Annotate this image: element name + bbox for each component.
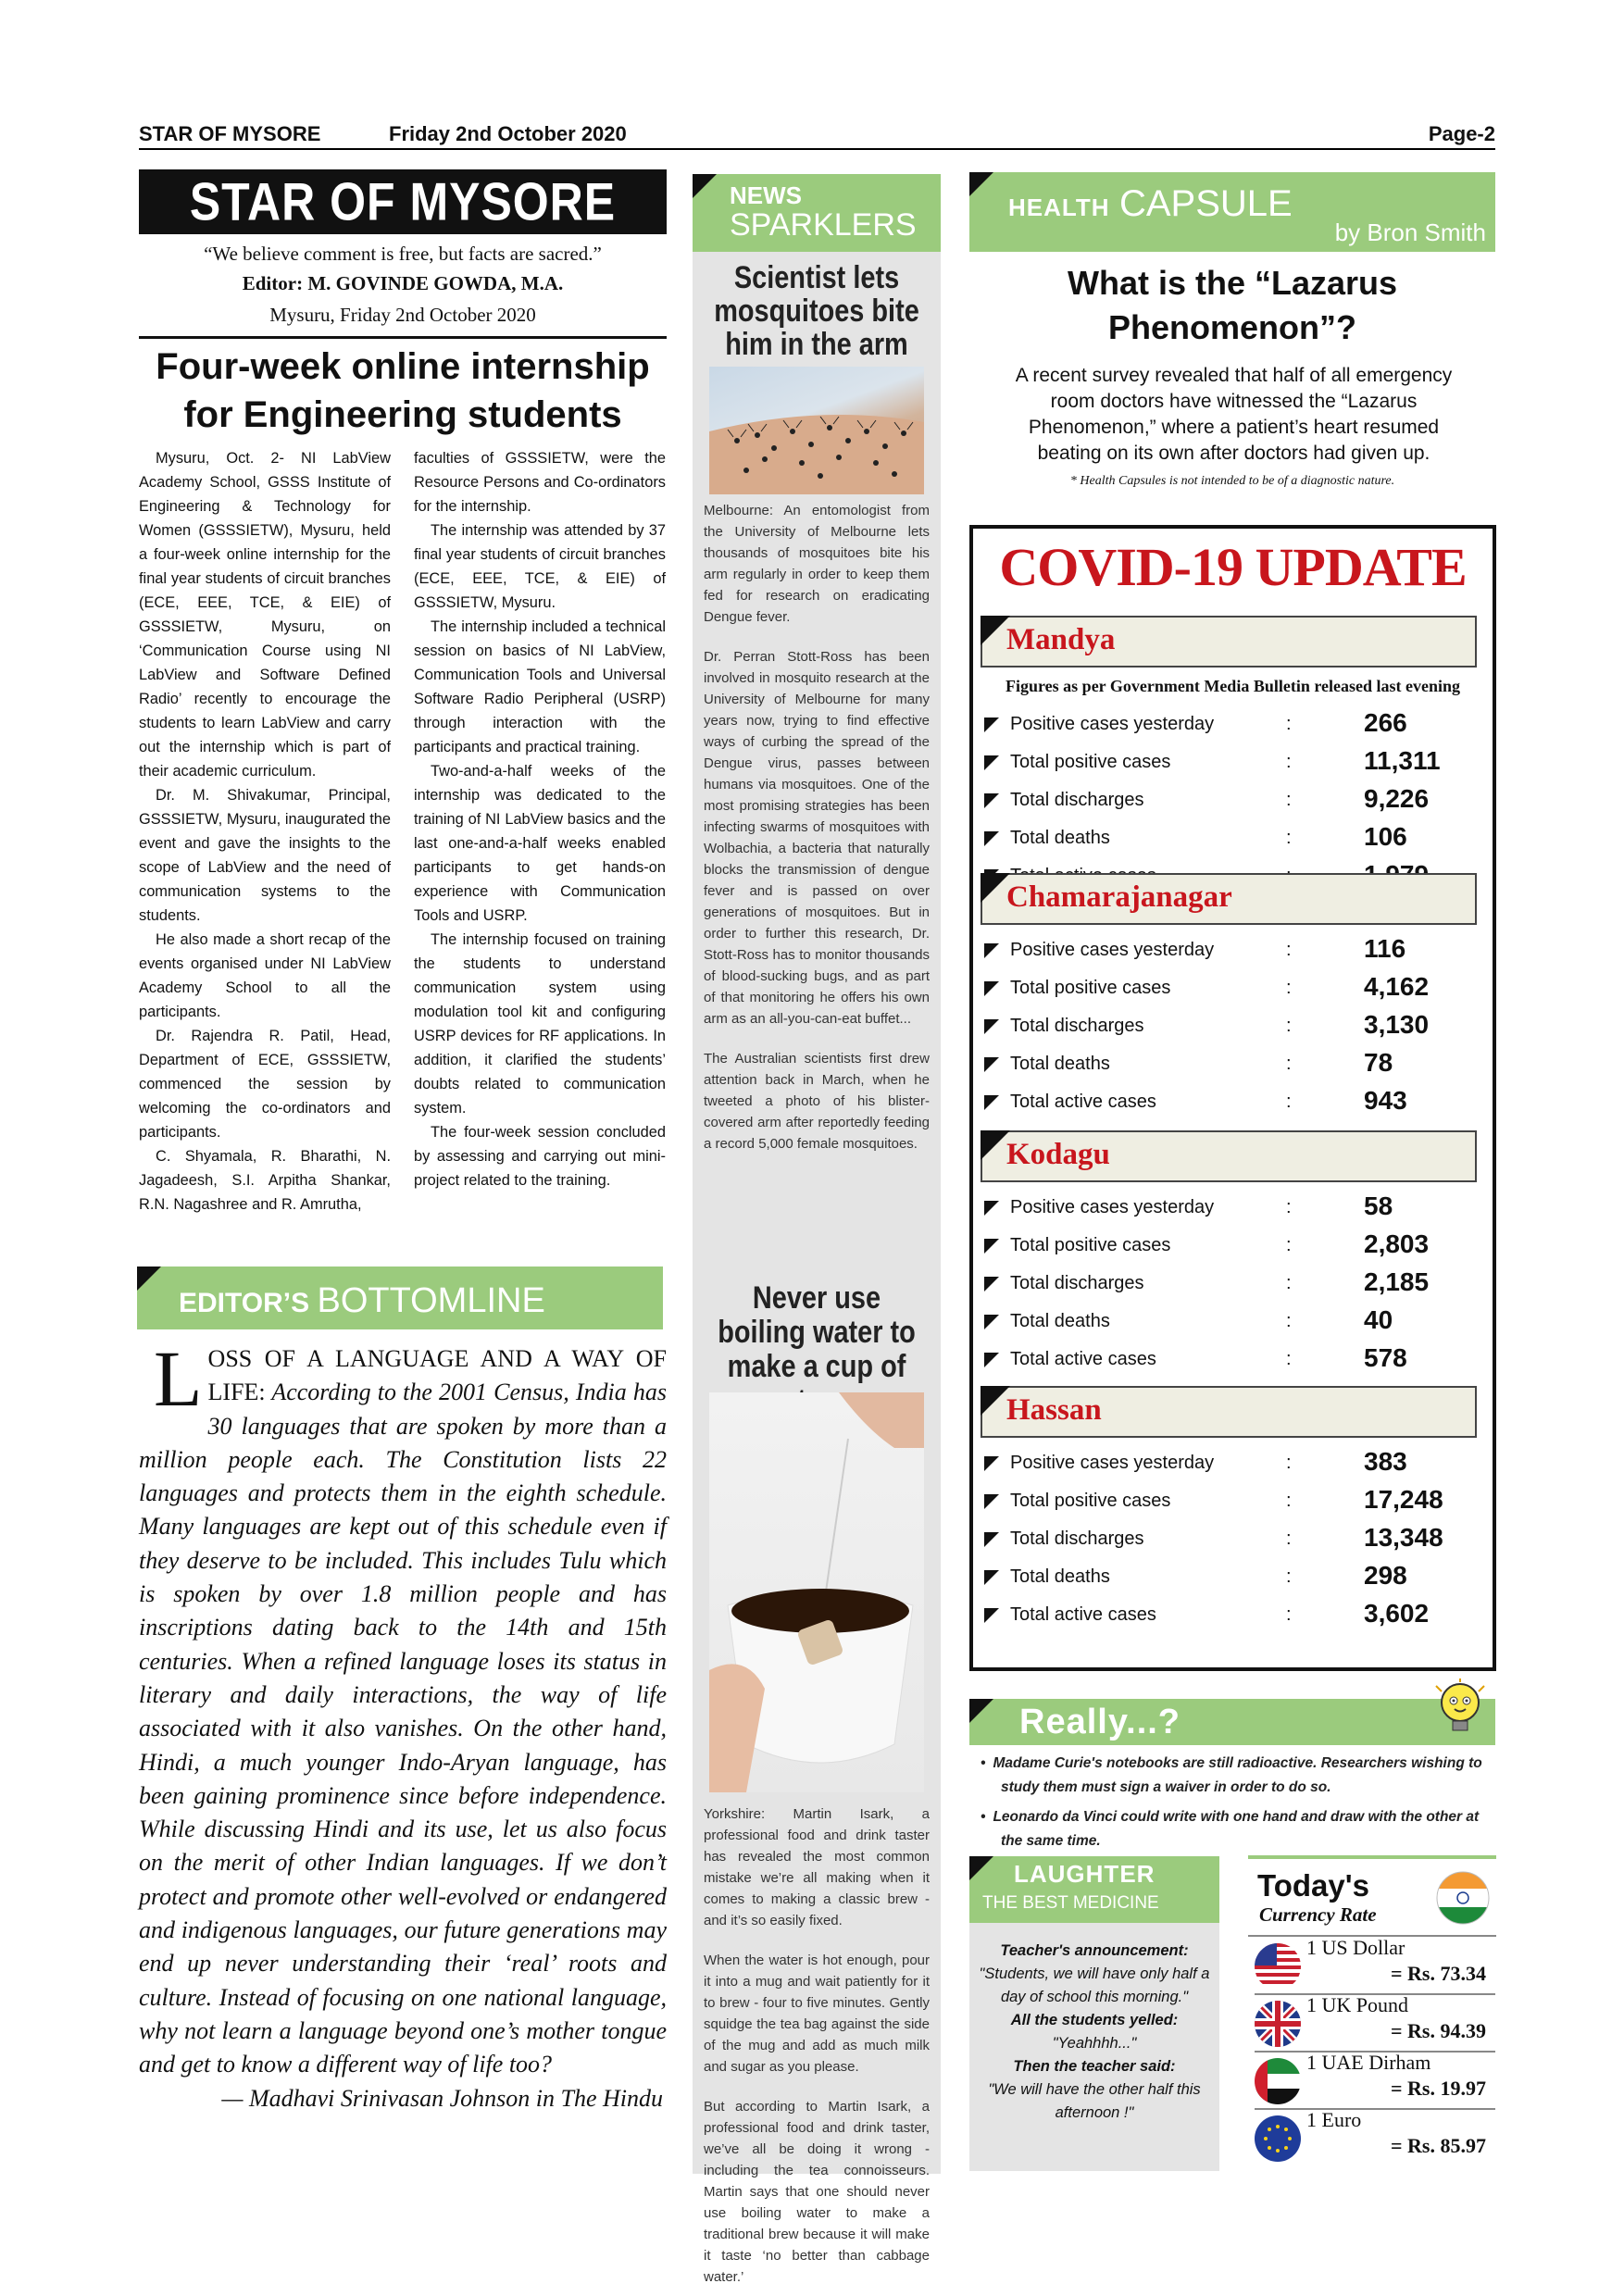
really-item: • Madame Curie's notebooks are still radioactive. Researchers wishing to study them must sign a waiver in order to do so.	[981, 1755, 1482, 1795]
bullet-triangle-icon	[984, 1201, 999, 1216]
news-story-2: Yorkshire: Martin Isark, a professional food and drink taster has revealed the most common mistake we’re all making when it comes to making a classic brew - and it’s so easily fixed. When the water is hot enough, pour it into a mug and wait patiently for it to brew - four to five minutes. Gently squidge the tea bag against the side of the mug and add as much milk and sugar as you please. But according to Martin Isark, a professional food and drink taster, we’ve all be doing it wrong - including the tea connoisseurs. Martin says that one should never use boiling water to make a traditional brew because it will make it taste ‘no better than cabbage water.’	[704, 1806, 930, 2285]
covid-stat-row: Total positive cases : 4,162	[984, 970, 1484, 1007]
covid-stat-row: Total positive cases : 2,803	[984, 1228, 1484, 1265]
covid-stat-row: Total active cases : 943	[984, 1084, 1484, 1121]
health-note: * Health Capsules is not intended to be of a diagnostic nature.	[1069, 474, 1395, 488]
covid-stat-row: Positive cases yesterday : 58	[984, 1190, 1484, 1227]
covid-stat-row: Total deaths : 78	[984, 1046, 1484, 1083]
lead-column-1: Mysuru, Oct. 2- NI LabView Academy School, GSSS Institute of Engineering & Technology for Women (GSSSIETW), Mysuru, held a four-week online internship for the final year students of circuit branches (ECE, EEE, TCE, & EIE) of GSSSIETW, Mysuru, on ‘Communication Course using NI LabView and Software Defined Radio’ recently to encourage the students to learn LabView and carry out the internship which is part of their academic curriculum. Dr. M. Shivakumar, Principal, GSSSIETW, Mysuru, inaugurated the event and gave the insights to the scope of LabView and the need of communication systems to the students. He also made a short recap of the events organised under NI LabView Academy School to all the participants. Dr. Rajendra R. Patil, Head, Department of ECE, GSSSIETW, commenced the session by welcoming the co-ordinators and participants. C. Shyamala, R. Bharathi, N. Jagadeesh, S.I. Arpitha Shankar, R.N. Nagashree and R. Amrutha,	[139, 450, 391, 1213]
currency-rule	[1248, 1855, 1496, 1859]
covid-stat-row: Total deaths : 298	[984, 1559, 1484, 1596]
covid-stat-row: Positive cases yesterday : 266	[984, 706, 1484, 743]
editorial-credit: — Madhavi Srinivasan Johnson in The Hindu	[221, 2084, 663, 2112]
bullet-triangle-icon	[984, 1277, 999, 1292]
bullet-triangle-icon	[984, 1095, 999, 1110]
bullet-triangle-icon	[984, 1494, 999, 1509]
news-sparklers-column	[693, 174, 941, 2285]
currency-row: 1 UAE Dirham = Rs. 19.97	[1255, 2053, 1495, 2110]
bullet-triangle-icon	[984, 755, 999, 770]
mosquito-arm-photo	[709, 367, 924, 494]
bullet-triangle-icon	[984, 718, 999, 732]
health-tag: HEALTH CAPSULE by Bron Smith	[969, 172, 1495, 252]
corner-mark	[693, 174, 717, 198]
really-tag: Really...?	[969, 1699, 1495, 1745]
page-number: Page-2	[1428, 122, 1495, 145]
tea-cup-illustration	[709, 1392, 924, 1792]
lightbulb-icon	[1432, 1678, 1488, 1743]
covid-stat-row: Positive cases yesterday : 383	[984, 1445, 1484, 1482]
news-story-1: Melbourne: An entomologist from the University of Melbourne lets thousands of mosquitoes bite his arm regularly in order to keep them fed for research on eradicating Dengue fever. Dr. Perran Stott-Ross has been involved in mosquito research at the University of Melbourne for many years now, trying to find effective ways of curbing the spread of the Dengue virus, passes between humans via mosquitoes. One of the most promising strategies has been infecting swarms of mosquitoes with Wolbachia, a bacteria that naturally blocks the transmission of dengue fever and is passed on over generations of mosquitoes. But in order to further this research, Dr. Stott-Ross has to monitor thousands of blood-sucking bugs, and as part of that monitoring he offers his own arm as an all-you-can-eat buffet... The Australian scientists first drew attention back in March, when he tweeted a photo of his blister-covered arm after reportedly feeding a record 5,000 female mosquitoes.	[704, 503, 930, 1152]
issue-date: Friday 2nd October 2020	[389, 122, 627, 145]
health-title: What is the “Lazarus Phenomenon”?	[1067, 264, 1398, 346]
bullet-triangle-icon	[984, 1353, 999, 1367]
laughter-tag: LAUGHTER THE BEST MEDICINE	[969, 1856, 1219, 1923]
covid-stat-row: Total deaths : 106	[984, 820, 1484, 857]
currency-row: 1 Euro = Rs. 85.97	[1255, 2110, 1495, 2167]
news-headline-2: Never use boiling water to make a cup of	[718, 1280, 916, 1384]
bullet-triangle-icon	[984, 1608, 999, 1623]
covid-update-box	[969, 525, 1496, 1671]
page-header-bar	[139, 120, 1495, 150]
bullet-triangle-icon	[984, 1019, 999, 1034]
editorial-tag: EDITOR’S BOTTOMLINE	[137, 1267, 663, 1329]
currency-subtitle: Currency Rate	[1259, 1903, 1377, 1926]
uk-flag-icon	[1255, 2001, 1301, 2047]
corner-mark	[969, 172, 993, 196]
currency-title: Today's	[1257, 1868, 1369, 1903]
covid-stat-row: Total positive cases : 17,248	[984, 1483, 1484, 1520]
covid-stat-row: Total discharges : 13,348	[984, 1521, 1484, 1558]
lead-column-2: faculties of GSSSIETW, were the Resource Persons and Co-ordinators for the internship. The internship was attended by 37 final year students of circuit branches (ECE, EEE, TCE, & EIE) of GSSSIETW, Mysuru. The internship included a technical session on basics of NI LabView, Communication Tools and Universal Software Radio Peripheral (USRP) through interaction with the participants and practical training. Two-and-a-half weeks of the internship was dedicated to the training of NI LabView basics and the last one-and-a-half weeks enabled participants to get hands-on experience with Communication Tools and USRP. The internship focused on training the students to understand communication system using modulation tool kit and configuring USRP devices for RF applications. In addition, it clarified the students’ doubts related to communication system. The four-week session concluded by assessing and carrying out mini-project related to the training.	[414, 450, 666, 1189]
health-body: A recent survey revealed that half of all emergency room doctors have witnessed the “Lazarus Phenomenon,” where a patient’s heart resumed beating on its own after doctors had given up.	[1015, 365, 1453, 464]
masthead-dateline: Mysuru, Friday 2nd October 2020	[269, 304, 536, 326]
currency-row: 1 UK Pound = Rs. 94.39	[1255, 1995, 1495, 2053]
editorial-body	[139, 1334, 667, 2115]
covid-stat-row: Positive cases yesterday : 116	[984, 932, 1484, 969]
mosquito-arm-illustration	[709, 367, 924, 494]
covid-stat-row: Total discharges : 2,185	[984, 1266, 1484, 1303]
really-list	[969, 1752, 1497, 1853]
bullet-triangle-icon	[984, 1057, 999, 1072]
district-header: Mandya	[981, 616, 1477, 668]
bullet-triangle-icon	[984, 1532, 999, 1547]
corner-mark	[969, 1699, 993, 1723]
divider	[139, 336, 667, 339]
bullet-triangle-icon	[984, 943, 999, 958]
bullet-triangle-icon	[984, 793, 999, 808]
editorial-caps: OSS OF A LANGUAGE AND A WAY OF LIFE:	[207, 1345, 667, 1406]
covid-stat-row: Total discharges : 9,226	[984, 782, 1484, 819]
bullet-triangle-icon	[984, 1239, 999, 1254]
eu-flag-icon	[1255, 2115, 1301, 2162]
bullet-triangle-icon	[984, 1315, 999, 1329]
drop-cap: L	[154, 1334, 203, 1423]
lead-headline: Four-week online internship for Engineering students	[156, 346, 650, 435]
really-item: • Leonardo da Vinci could write with one hand and draw with the other at the same time.	[981, 1809, 1480, 1849]
covid-stat-row: Total active cases : 578	[984, 1341, 1484, 1379]
bullet-triangle-icon	[984, 1456, 999, 1471]
paper-name: STAR OF MYSORE	[139, 122, 321, 145]
bullet-triangle-icon	[984, 831, 999, 846]
tea-cup-photo	[709, 1392, 924, 1792]
india-flag-icon	[1435, 1870, 1491, 1926]
bullet-triangle-icon	[984, 981, 999, 996]
us-flag-icon	[1255, 1943, 1301, 1990]
currency-row: 1 US Dollar = Rs. 73.34	[1255, 1938, 1495, 1995]
masthead-editor: Editor: M. GOVINDE GOWDA, M.A.	[242, 272, 564, 294]
district-header: Chamarajanagar	[981, 873, 1477, 925]
covid-subtitle: Figures as per Government Media Bulletin released last evening	[1006, 677, 1460, 695]
covid-title: COVID-19 UPDATE	[999, 537, 1467, 597]
news-headline-1: Scientist lets mosquitoes bite him in the arm	[714, 260, 919, 362]
bullet-triangle-icon	[984, 1570, 999, 1585]
district-header: Hassan	[981, 1386, 1477, 1438]
uae-flag-icon	[1255, 2058, 1301, 2104]
masthead: STAR OF MYSORE	[139, 169, 667, 234]
covid-stat-row: Total active cases : 3,602	[984, 1597, 1484, 1634]
masthead-motto: “We believe comment is free, but facts are sacred.”	[204, 243, 602, 265]
corner-mark	[969, 1856, 993, 1880]
news-tag: NEWS SPARKLERS	[693, 174, 941, 252]
corner-mark	[137, 1267, 161, 1291]
editorial-text: According to the 2001 Census, India has 30 languages that are spoken by more than a million people each. The Constitution lists 22 languages and protects them in the eighth schedule. Many languages are kept out of this schedule even if they deserve to be included. This includes Tulu which is spoken by over 1.8 million people and has inscriptions dating back to the 14th and 15th centuries. When a refined language loses its status in literary and daily interactions, the way of life associated with it also vanishes. On the other hand, Hindi, a much younger Indo-Aryan language, has been gaining prominence since before independence. While discussing Hindi and its use, let us also focus on the merit of other Indian languages. If we don’t protect and promote other well-evolved or endangered and indigenous languages, our future generations may end up never understanding their ‘real’ roots and culture. Instead of focusing on one national language, why not learn a language beyond one’s mother tongue and get to know a different way of life too?	[139, 1379, 667, 2078]
covid-stat-row: Total positive cases : 11,311	[984, 744, 1484, 781]
laughter-joke: Teacher's announcement: "Students, we will have only half a day of school this morning." All the students yelled: "Yeahhhh..." Then the teacher said: "We will have the other half this afternoon !"	[979, 1942, 1210, 2121]
covid-stat-row: Total deaths : 40	[984, 1304, 1484, 1341]
covid-stat-row: Total discharges : 3,130	[984, 1008, 1484, 1045]
laughter-box	[969, 1856, 1219, 2171]
district-header: Kodagu	[981, 1130, 1477, 1182]
